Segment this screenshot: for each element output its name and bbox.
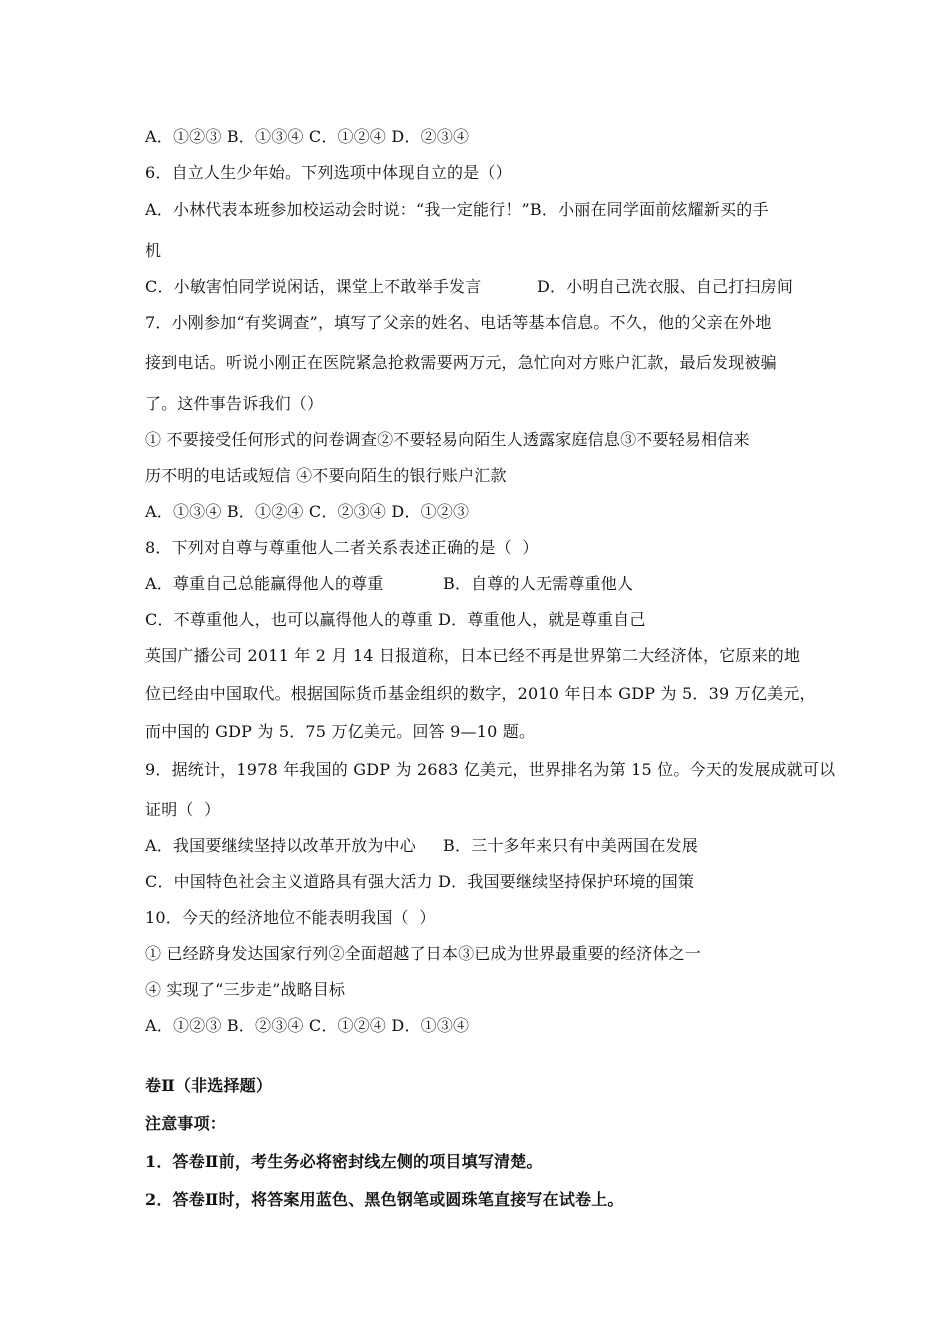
section-ii-title: 卷Ⅱ（非选择题）: [145, 1076, 273, 1095]
q7-options: A．①③④ B．①②④ C．②③④ D．①②③: [145, 502, 470, 521]
q7-stem-line2: 接到电话。听说小刚正在医院紧急抢救需要两万元，急忙向对方账户汇款，最后发现被骗: [145, 353, 777, 372]
q6-options-ab-wrap: 机: [145, 241, 162, 260]
q8-stem: 8．下列对自尊与尊重他人二者关系表述正确的是（ ）: [145, 538, 539, 557]
q6-stem: 6．自立人生少年始。下列选项中体现自立的是（）: [145, 163, 512, 182]
q6-option-c: C．小敏害怕同学说闲话，课堂上不敢举手发言: [145, 277, 482, 296]
q9-stem-line1: 9．据统计，1978 年我国的 GDP 为 2683 亿美元，世界排名为第 15 位。今天的发展成就可以: [145, 760, 836, 779]
q10-statements-line1: ① 已经跻身发达国家行列②全面超越了日本③已成为世界最重要的经济体之一: [145, 944, 702, 963]
note-1: 1．答卷Ⅱ前，考生务必将密封线左侧的项目填写清楚。: [145, 1152, 543, 1171]
q8-options-cd: C．不尊重他人，也可以赢得他人的尊重 D．尊重他人，就是尊重自己: [145, 610, 646, 629]
q7-stem-line3: 了。这件事告诉我们（）: [145, 394, 324, 413]
q8-option-b: B．自尊的人无需尊重他人: [443, 574, 634, 593]
q6-option-d: D．小明自己洗衣服、自己打扫房间: [537, 277, 794, 296]
notes-heading: 注意事项：: [145, 1114, 227, 1133]
q7-statements-line1: ① 不要接受任何形式的问卷调查②不要轻易向陌生人透露家庭信息③不要轻易相信来: [145, 430, 750, 449]
q7-stem-line1: 7．小刚参加“有奖调查”，填写了父亲的姓名、电话等基本信息。不久，他的父亲在外地: [145, 313, 772, 332]
note-2: 2．答卷Ⅱ时，将答案用蓝色、黑色钢笔或圆珠笔直接写在试卷上。: [145, 1190, 624, 1209]
q9-option-b: B．三十多年来只有中美两国在发展: [443, 836, 698, 855]
q9-option-a: A．我国要继续坚持以改革开放为中心: [145, 836, 416, 855]
q9-options-cd: C．中国特色社会主义道路具有强大活力 D．我国要继续坚持保护环境的国策: [145, 872, 695, 891]
passage-line2: 位已经由中国取代。根据国际货币基金组织的数字，2010 年日本 GDP 为 5．39 万亿美元，: [145, 684, 816, 703]
q10-statements-line2: ④ 实现了“三步走”战略目标: [145, 980, 346, 999]
q10-stem: 10．今天的经济地位不能表明我国（ ）: [145, 908, 436, 927]
passage-line3: 而中国的 GDP 为 5．75 万亿美元。回答 9—10 题。: [145, 722, 536, 741]
passage-line1: 英国广播公司 2011 年 2 月 14 日报道称，日本已经不再是世界第二大经济体，它原来的地: [145, 646, 801, 665]
q6-options-ab: A．小林代表本班参加校运动会时说：“我一定能行！”B．小丽在同学面前炫耀新买的手: [145, 200, 769, 219]
q5-options: A．①②③ B．①③④ C．①②④ D．②③④: [145, 127, 470, 146]
q9-stem-line2: 证明（ ）: [145, 800, 221, 819]
q10-options: A．①②③ B．②③④ C．①②④ D．①③④: [145, 1016, 470, 1035]
q8-option-a: A．尊重自己总能赢得他人的尊重: [145, 574, 384, 593]
q7-statements-line2: 历不明的电话或短信 ④不要向陌生的银行账户汇款: [145, 466, 507, 485]
